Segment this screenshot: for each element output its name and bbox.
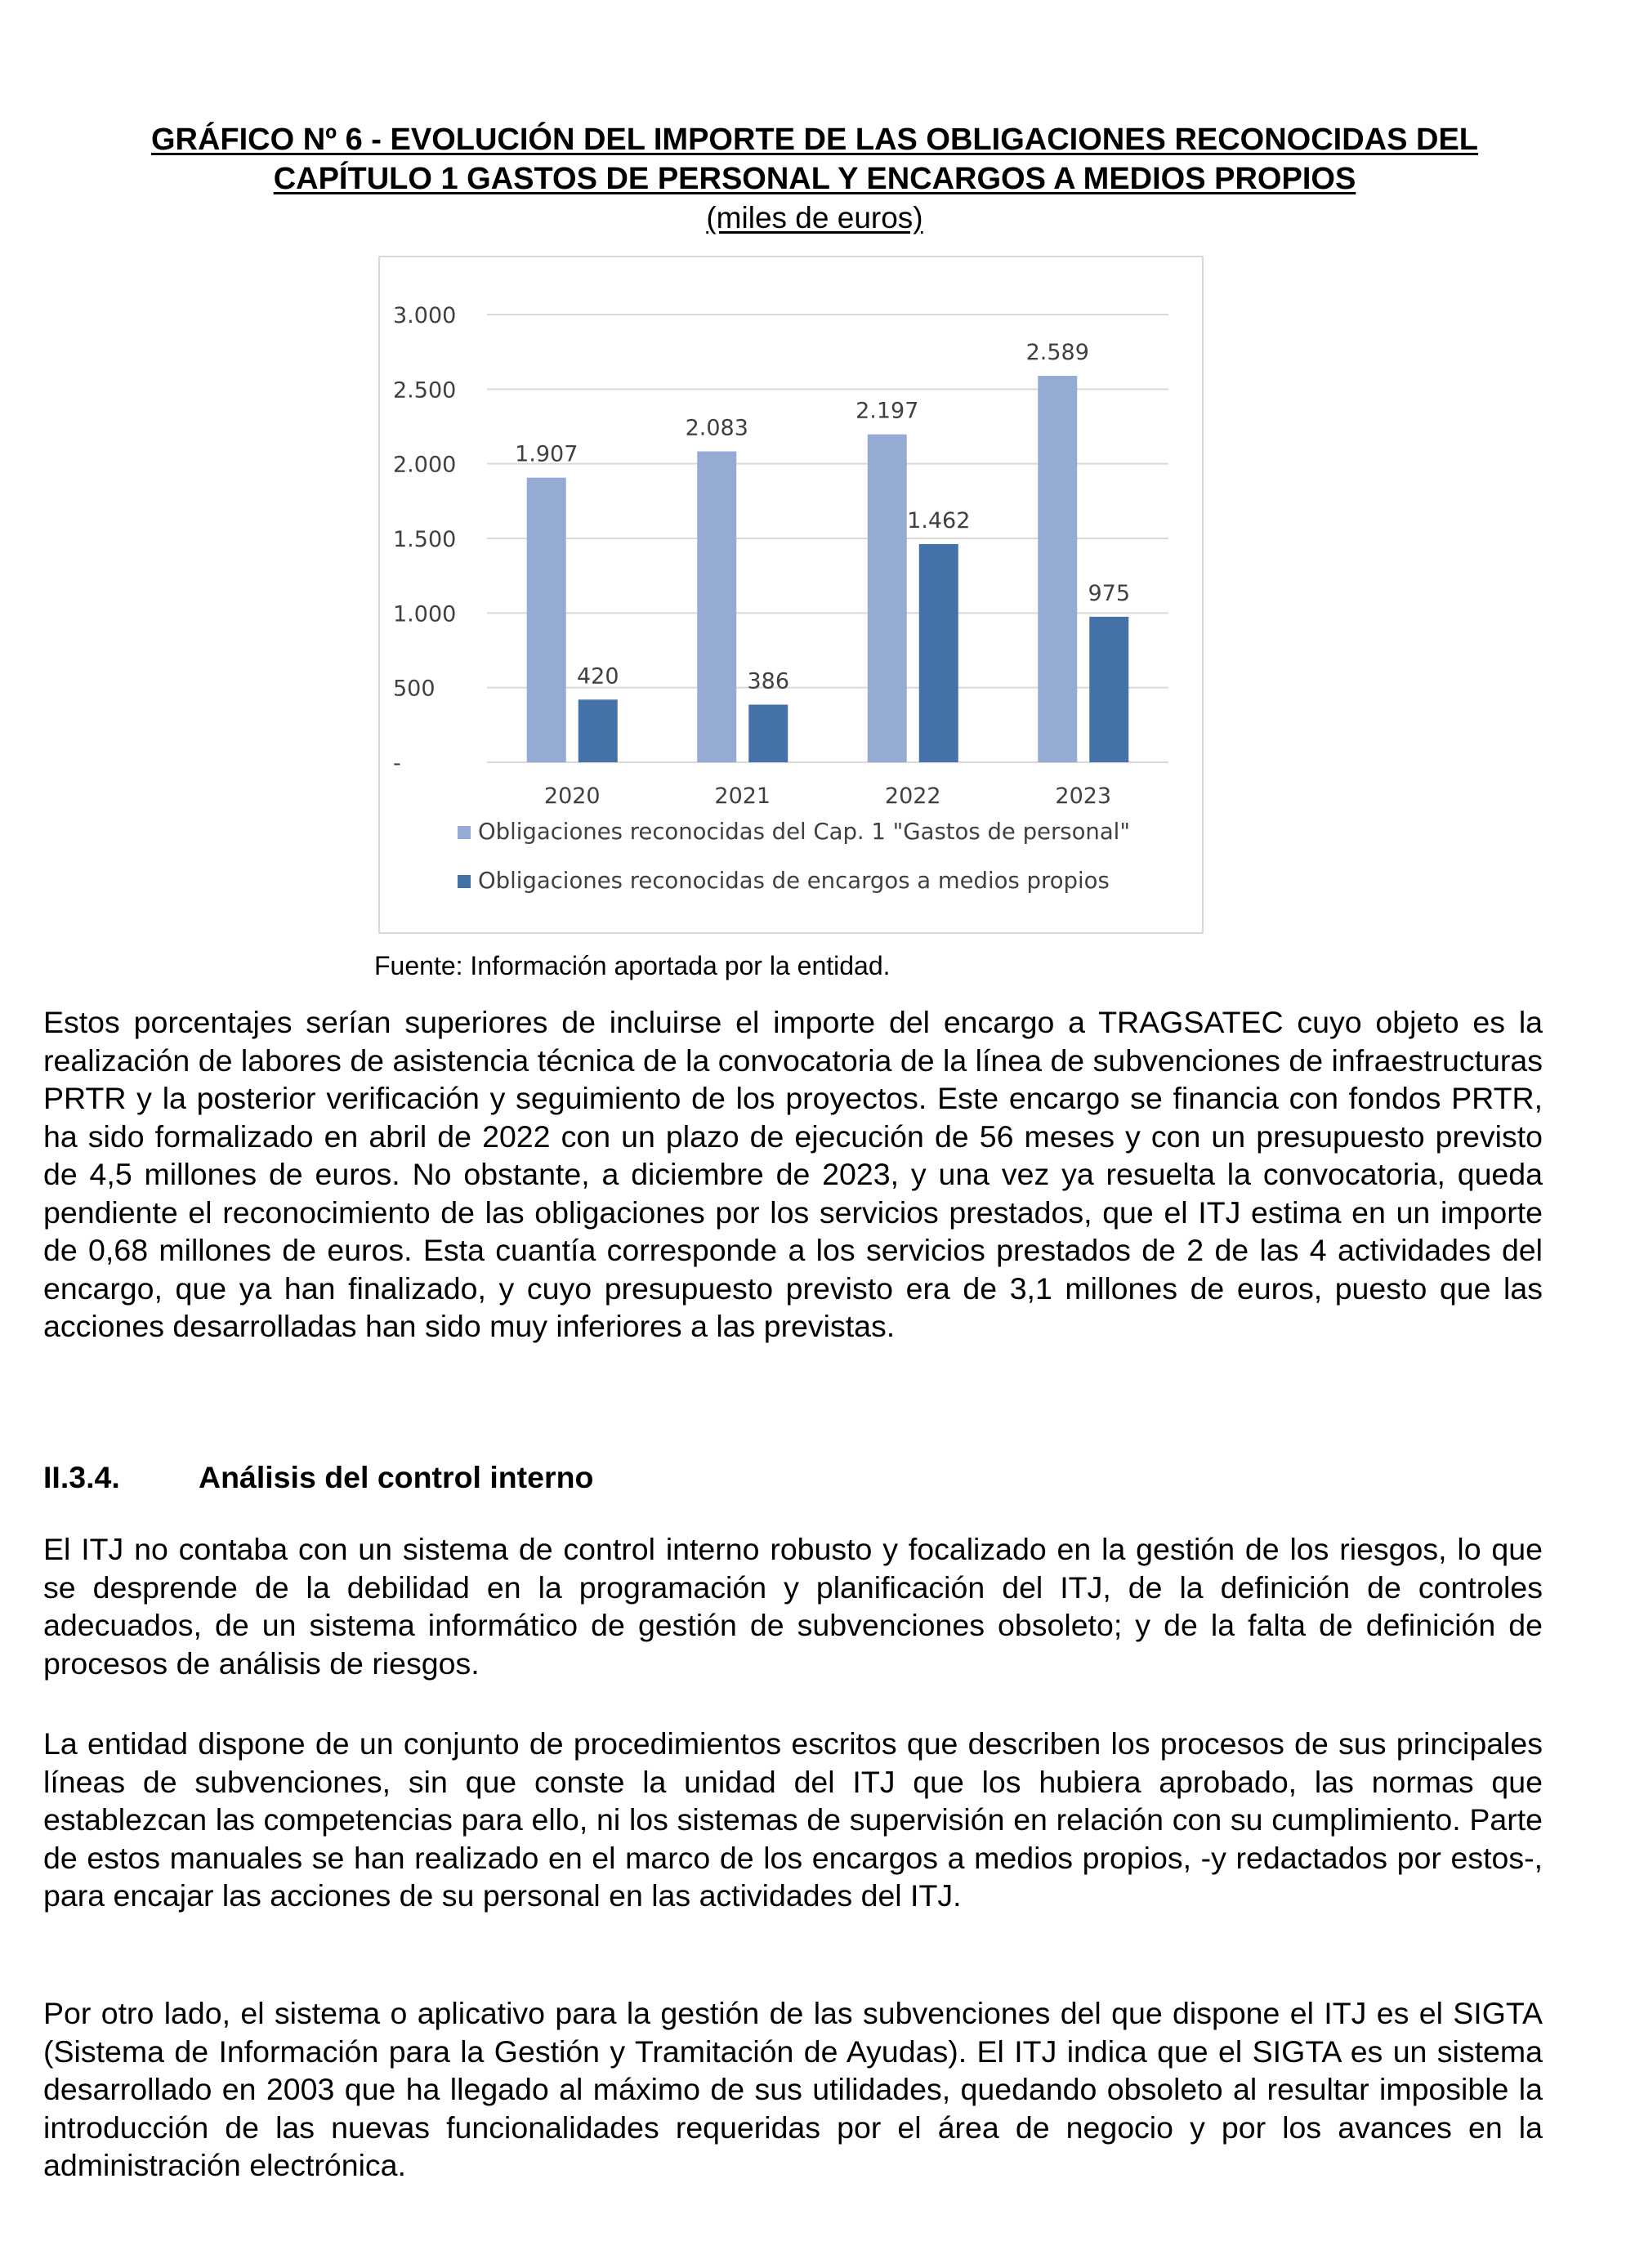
bar	[579, 699, 618, 762]
bar	[527, 478, 566, 762]
figure-source: Fuente: Información aportada por la entidad.	[374, 951, 891, 980]
bar	[748, 704, 788, 762]
data-label: 2.589	[1025, 340, 1089, 366]
y-tick-label: 1.500	[393, 527, 457, 552]
figure-units: (miles de euros)	[706, 201, 923, 234]
bar-chart	[378, 256, 1204, 934]
y-tick-label: 3.000	[393, 303, 457, 328]
data-label: 975	[1088, 580, 1131, 606]
data-label: 1.907	[515, 441, 579, 467]
bar	[1089, 617, 1128, 762]
legend-swatch	[458, 875, 471, 888]
x-tick-label: 2021	[714, 784, 771, 809]
data-label: 2.197	[855, 398, 919, 424]
y-tick-label: 500	[393, 676, 436, 702]
data-label: 420	[576, 663, 619, 690]
legend-swatch	[458, 826, 471, 839]
bar	[919, 544, 958, 762]
paragraph-procedimientos: La entidad dispone de un conjunto de procedimientos escritos que describen los procesos de sus principales líneas de subvenciones, sin que conste la unidad del ITJ que los hubiera aprobado, las normas que establezcan las competencias para ello, ni los sistemas de supervisión en relación con su cumplimiento. Parte de estos manuales se han realizado en el marco de los encargos a medios propios, -y redactados por estos-, para encajar las acciones de su personal en las actividades del ITJ.	[43, 1726, 1543, 1913]
legend-label: Obligaciones reconocidas de encargos a medios propios	[478, 868, 1110, 894]
paragraph-sigta: Por otro lado, el sistema o aplicativo para la gestión de las subvenciones del que dispone el ITJ es el SIGTA (Sistema de Información para la Gestión y Tramitación de Ayudas). El ITJ indica que el SIGTA es un sistema desarrollado en 2003 que ha llegado al máximo de sus utilidades, quedando obsoleto al resultar imposible la introducción de las nuevas funcionalidades requeridas por el área de negocio y por los avances en la administración electrónica.	[43, 1996, 1543, 2182]
data-label: 1.462	[907, 507, 971, 534]
bar	[868, 435, 907, 762]
data-label: 2.083	[685, 415, 748, 441]
section-number: II.3.4.	[43, 1460, 120, 1494]
section-title: Análisis del control interno	[199, 1460, 594, 1494]
bar	[1038, 376, 1077, 762]
paragraph-control-interno: El ITJ no contaba con un sistema de control interno robusto y focalizado en la gestión de los riesgos, lo que se desprende de la debilidad en la programación y planificación del ITJ, de la definición de controles adecuados, de un sistema informático de gestión de subvenciones obsoleto; y de la falta de definición de procesos de análisis de riesgos.	[43, 1532, 1543, 1681]
y-tick-label: 1.000	[393, 601, 457, 627]
y-tick-label: 2.500	[393, 377, 457, 404]
x-tick-label: 2022	[884, 784, 941, 809]
legend-label: Obligaciones reconocidas del Cap. 1 "Gastos de personal"	[478, 819, 1130, 845]
y-tick-label: 2.000	[393, 452, 457, 478]
x-tick-label: 2023	[1055, 784, 1112, 809]
figure-title-line1: GRÁFICO Nº 6 - EVOLUCIÓN DEL IMPORTE DE LAS OBLIGACIONES RECONOCIDAS DEL	[150, 123, 1479, 157]
section-heading	[43, 1458, 593, 1496]
bar-chart-svg	[380, 257, 1202, 932]
figure-title-line2: CAPÍTULO 1 GASTOS DE PERSONAL Y ENCARGOS A MEDIOS PROPIOS	[273, 162, 1356, 196]
x-tick-label: 2020	[543, 784, 601, 809]
data-label: 386	[747, 668, 790, 694]
bar	[697, 452, 736, 762]
paragraph-tragsatec: Estos porcentajes serían superiores de incluirse el importe del encargo a TRAGSATEC cuyo objeto es la realización de labores de asistencia técnica de la convocatoria de la línea de subvenciones de infraestructuras PRTR y la posterior verificación y seguimiento de los proyectos. Este encargo se financia con fondos PRTR, ha sido formalizado en abril de 2022 con un plazo de ejecución de 56 meses y con un presupuesto previsto de 4,5 millones de euros. No obstante, a diciembre de 2023, y una vez ya resuelta la convocatoria, queda pendiente el reconocimiento de las obligaciones por los servicios prestados, que el ITJ estima en un importe de 0,68 millones de euros. Esta cuantía corresponde a los servicios prestados de 2 de las 4 actividades del encargo, que ya han finalizado, y cuyo presupuesto previsto era de 3,1 millones de euros, puesto que las acciones desarrolladas han sido muy inferiores a las previstas.	[43, 1005, 1543, 1343]
y-tick-label: -	[393, 751, 401, 776]
